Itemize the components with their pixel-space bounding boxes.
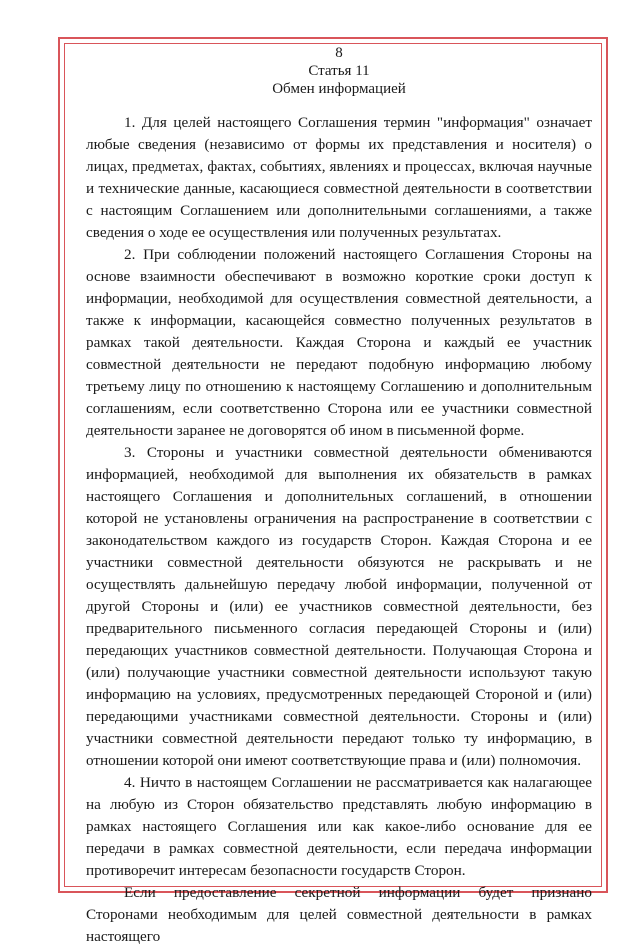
article-title: Статья 11 xyxy=(308,63,370,79)
paragraph-2: 2. При соблюдении положений настоящего Соглашения Стороны на основе взаимности обеспечивают в возможно короткие сроки доступ к информации, необходимой для осуществления совместной деятельности, а также к информации, касающейся совместно полученных результатов в рамках такой деятельности. Каждая Сторона и каждый ее участник совместной деятельности не передают подобную информацию любому третьему лицу по отношению к настоящему Соглашению и дополнительным соглашениям, если соответственно Сторона или ее участники совместной деятельности заранее не договорятся об ином в письменной форме. xyxy=(86,246,592,439)
paragraph-4: 4. Ничто в настоящем Соглашении не рассматривается как налагающее на любую из Сторон обязательство представлять любую информацию в рамках настоящего Соглашения или как какое-либо основание для ее передачи в рамках совместной деятельности, если передача информации противоречит интересам безопасности государств Сторон. xyxy=(86,774,592,879)
document-body xyxy=(86,44,592,948)
article-subtitle: Обмен информацией xyxy=(272,81,406,97)
page-number: 8 xyxy=(335,45,343,61)
paragraph-1: 1. Для целей настоящего Соглашения термин "информация" означает любые сведения (независимо от формы их представления и носителя) о лицах, предметах, фактах, событиях, явлениях и процессах, включая научные и технические данные, касающиеся совместной деятельности в соответствии с настоящим Соглашением или дополнительными соглашениями, а также сведения о ходе ее осуществления или полученных результатах. xyxy=(86,114,592,241)
paragraph-3: 3. Стороны и участники совместной деятельности обмениваются информацией, необходимой для выполнения их обязательств в рамках настоящего Соглашения и дополнительных соглашений, в отношении которой не установлены ограничения на распространение в соответствии с законодательством каждого из государств Сторон. Каждая Сторона и ее участники совместной деятельности обязуются не раскрывать и не осуществлять дальнейшую передачу любой информации, полученной от другой Стороны и (или) ее участников совместной деятельности, без предварительного письменного согласия передающей Стороны и (или) передающих участников совместной деятельности. Получающая Сторона и (или) получающие участники совместной деятельности используют такую информацию на условиях, предусмотренных передающей Стороной и (или) передающими участниками совместной деятельности. Стороны и (или) участники совместной деятельности передают только ту информацию, в отношении которой они имеют соответствующие права и (или) полномочия. xyxy=(86,444,592,769)
paragraph-5: Если предоставление секретной информации будет признано Сторонами необходимым для целей совместной деятельности в рамках настоящего xyxy=(86,884,592,945)
